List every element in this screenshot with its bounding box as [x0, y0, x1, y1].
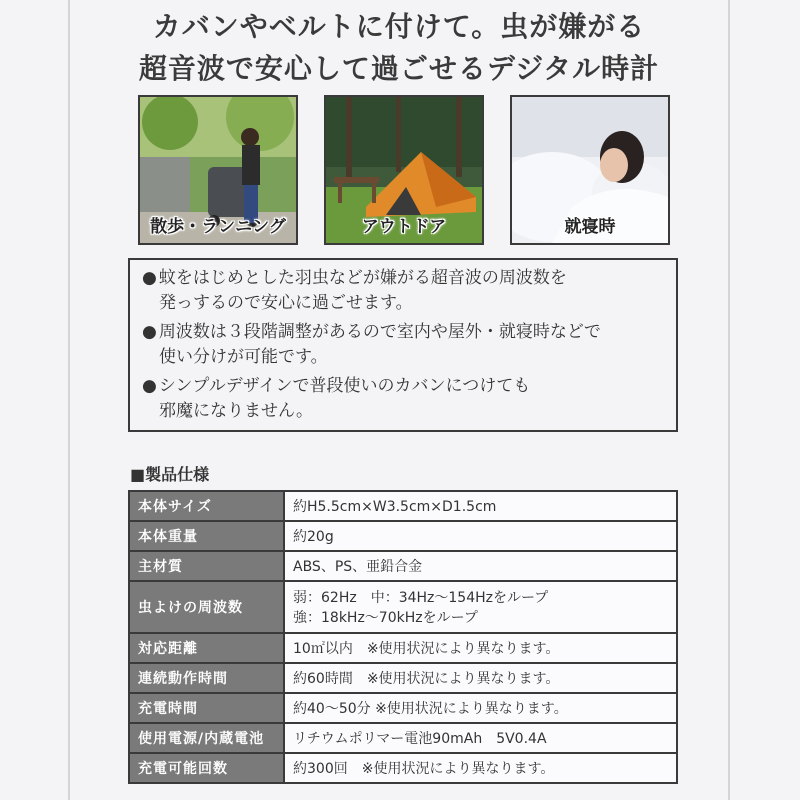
spec-label: 虫よけの周波数	[129, 581, 284, 633]
feature-text: 使い分けが可能です。	[159, 347, 328, 367]
spec-label: 連続動作時間	[129, 663, 284, 693]
spec-value-line-1: 弱：62Hz 中：34Hz〜154Hzをループ	[293, 590, 549, 606]
feature-text: 蚊をはじめとした羽虫などが嫌がる超音波の周波数を	[158, 268, 567, 288]
headline	[70, 6, 728, 90]
spec-value: 約H5.5cm×W3.5cm×D1.5cm	[284, 491, 677, 521]
spec-label: 対応距離	[129, 633, 284, 663]
feature-item	[142, 320, 664, 370]
spec-value-line-2: 強：18kHz〜70kHzをループ	[293, 610, 478, 626]
table-row	[129, 633, 677, 663]
table-row	[129, 581, 677, 633]
photo-outdoor	[324, 95, 484, 245]
spec-label: 本体サイズ	[129, 491, 284, 521]
spec-table	[128, 490, 678, 784]
feature-item	[142, 266, 664, 316]
photo-walking	[138, 95, 298, 245]
spec-value: リチウムポリマー電池90mAh 5V0.4A	[284, 723, 677, 753]
table-row	[129, 663, 677, 693]
table-row	[129, 723, 677, 753]
feature-text: 周波数は３段階調整があるので室内や屋外・就寝時などで	[158, 322, 601, 342]
features-box	[128, 258, 678, 432]
bullet-icon: ●	[142, 376, 157, 396]
table-row	[129, 693, 677, 723]
spec-label: 主材質	[129, 551, 284, 581]
spec-value	[284, 581, 677, 633]
feature-text: シンプルデザインで普段使いのカバンにつけても	[158, 376, 531, 396]
package-edge-left	[68, 0, 70, 800]
headline-line-1: カバンやベルトに付けて。虫が嫌がる	[152, 10, 646, 43]
spec-heading: ■製品仕様	[130, 465, 210, 484]
spec-value: 約60時間 ※使用状況により異なります。	[284, 663, 677, 693]
table-row	[129, 753, 677, 783]
spec-label: 充電可能回数	[129, 753, 284, 783]
spec-value: 約300回 ※使用状況により異なります。	[284, 753, 677, 783]
spec-label: 充電時間	[129, 693, 284, 723]
feature-text: 邪魔になりません。	[159, 401, 314, 421]
bullet-icon: ●	[142, 268, 157, 288]
photo-sleeping	[510, 95, 670, 245]
feature-item	[142, 374, 664, 424]
photo-caption: 散歩・ランニング	[150, 217, 286, 237]
spec-value: 約40〜50分 ※使用状況により異なります。	[284, 693, 677, 723]
photo-caption: アウトドア	[361, 217, 447, 237]
package-edge-right	[728, 0, 730, 800]
spec-label: 本体重量	[129, 521, 284, 551]
spec-value: 10㎡以内 ※使用状況により異なります。	[284, 633, 677, 663]
bullet-icon: ●	[142, 322, 157, 342]
table-row	[129, 521, 677, 551]
feature-text: 発っするので安心に過ごせます。	[159, 293, 413, 313]
table-row	[129, 551, 677, 581]
photo-caption: 就寝時	[564, 217, 616, 237]
headline-line-2: 超音波で安心して過ごせるデジタル時計	[138, 52, 660, 85]
table-row	[129, 491, 677, 521]
spec-value: 約20g	[284, 521, 677, 551]
spec-label: 使用電源/内蔵電池	[129, 723, 284, 753]
spec-value: ABS、PS、亜鉛合金	[284, 551, 677, 581]
